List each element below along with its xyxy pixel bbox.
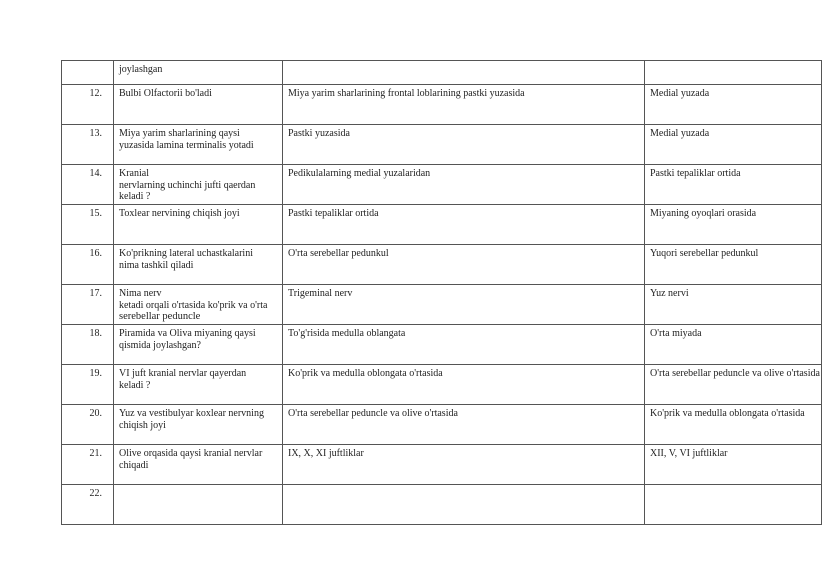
number-cell: 15.	[62, 205, 114, 245]
answer-cell-1: Pastki yuzasida	[283, 125, 645, 165]
answer-cell-1: O'rta serebellar peduncle va olive o'rtasida	[283, 405, 645, 445]
answer-cell-2: Miyaning oyoqlari orasida	[645, 205, 822, 245]
answer-cell-2: Ko'prik va medulla oblongata o'rtasida	[645, 405, 822, 445]
number-cell: 22.	[62, 485, 114, 525]
answer-cell-1: O'rta serebellar pedunkul	[283, 245, 645, 285]
answer-cell-2: Pastki tepaliklar ortida	[645, 165, 822, 205]
table-row	[62, 445, 822, 485]
answer-cell-2: Yuqori serebellar pedunkul	[645, 245, 822, 285]
answer-cell-2: XII, V, VI juftliklar	[645, 445, 822, 485]
question-cell	[114, 165, 283, 205]
table-row	[62, 125, 822, 165]
question-line: chiqadi	[119, 459, 149, 471]
question-cell: joylashgan	[114, 61, 283, 85]
number-cell: 21.	[62, 445, 114, 485]
number-cell: 13.	[62, 125, 114, 165]
answer-cell-2	[645, 61, 822, 85]
number-cell: 16.	[62, 245, 114, 285]
question-line: Olive orqasida qaysi kranial nervlar	[119, 448, 263, 459]
table-body	[62, 61, 822, 525]
question-cell	[114, 85, 283, 125]
answer-cell-2: Medial yuzada	[645, 85, 822, 125]
question-cell	[114, 285, 283, 325]
answer-cell-1: To'g'risida medulla oblangata	[283, 325, 645, 365]
table-row	[62, 285, 822, 325]
answer-cell-2: O'rta serebellar peduncle va olive o'rtasida	[645, 365, 822, 405]
answer-cell-1: IX, X, XI juftliklar	[283, 445, 645, 485]
answer-cell-2: Medial yuzada	[645, 125, 822, 165]
answer-cell-1: Ko'prik va medulla oblongata o'rtasida	[283, 365, 645, 405]
question-line: Piramida va Oliva miyaning qaysi	[119, 328, 256, 339]
question-line: Kranial	[119, 168, 149, 179]
question-cell	[114, 125, 283, 165]
number-cell: 14.	[62, 165, 114, 205]
answer-cell-1	[283, 485, 645, 525]
question-cell	[114, 445, 283, 485]
question-cell	[114, 365, 283, 405]
answer-cell-2: O'rta miyada	[645, 325, 822, 365]
table-row	[62, 365, 822, 405]
question-line: Yuz va vestibulyar koxlear nervning	[119, 408, 264, 419]
table-row	[62, 485, 822, 525]
number-cell: 12.	[62, 85, 114, 125]
answer-cell-1	[283, 61, 645, 85]
answer-cell-2: Yuz nervi	[645, 285, 822, 325]
question-line: chiqish joyi	[119, 419, 166, 431]
question-line: ketadi orqali o'rtasida ko'prik va o'rta	[119, 299, 268, 311]
number-cell: 20.	[62, 405, 114, 445]
table-row	[62, 205, 822, 245]
number-cell	[62, 61, 114, 85]
table-row	[62, 165, 822, 205]
question-line: VI juft kranial nervlar qayerdan	[119, 368, 247, 379]
answer-cell-1: Pastki tepaliklar ortida	[283, 205, 645, 245]
table-row	[62, 85, 822, 125]
question-line: Nima nerv	[119, 288, 162, 299]
number-cell: 17.	[62, 285, 114, 325]
question-line: Miya yarim sharlarining qaysi	[119, 128, 240, 139]
question-cell	[114, 325, 283, 365]
question-cell	[114, 205, 283, 245]
table-row-continued	[62, 61, 822, 85]
answer-cell-1: Pedikulalarning medial yuzalaridan	[283, 165, 645, 205]
question-line: Bulbi Olfactorii bo'ladi	[119, 88, 212, 99]
question-cell	[114, 485, 283, 525]
question-line: nervlarning uchinchi jufti qaerdan	[119, 179, 256, 191]
question-cell	[114, 245, 283, 285]
question-line: keladi ?	[119, 191, 151, 202]
answer-cell-1: Miya yarim sharlarining frontal loblarining pastki yuzasida	[283, 85, 645, 125]
number-cell: 18.	[62, 325, 114, 365]
question-line: serebellar peduncle	[119, 311, 201, 322]
table-row	[62, 405, 822, 445]
answer-cell-1: Trigeminal nerv	[283, 285, 645, 325]
question-cell	[114, 405, 283, 445]
table-row	[62, 245, 822, 285]
number-cell: 19.	[62, 365, 114, 405]
question-line: Ko'prikning lateral uchastkalarini	[119, 248, 253, 259]
question-line: Toxlear nervining chiqish joyi	[119, 208, 240, 219]
question-table	[61, 60, 822, 525]
answer-cell-2	[645, 485, 822, 525]
question-line: qismida joylashgan?	[119, 339, 201, 351]
table-row	[62, 325, 822, 365]
question-line: nima tashkil qiladi	[119, 259, 194, 271]
question-line: yuzasida lamina terminalis yotadi	[119, 139, 254, 151]
question-line: keladi ?	[119, 379, 151, 391]
